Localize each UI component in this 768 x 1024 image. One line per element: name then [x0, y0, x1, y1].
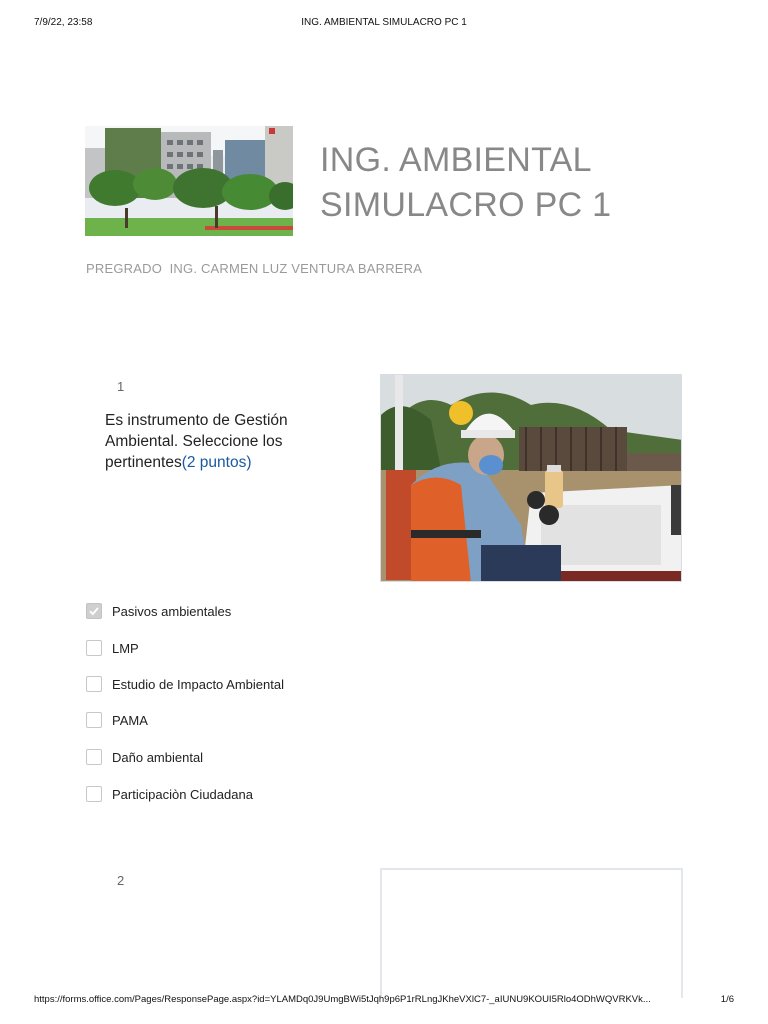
checkbox[interactable] — [86, 786, 102, 802]
question-1-number: 1 — [117, 379, 125, 394]
checkbox[interactable] — [86, 640, 102, 656]
option-label: Daño ambiental — [112, 749, 204, 765]
print-date: 7/9/22, 23:58 — [34, 17, 93, 28]
form-title-line2: SIMULACRO PC 1 — [320, 186, 612, 224]
option-pasivos-ambientales[interactable] — [86, 601, 231, 621]
option-estudio-impacto-ambiental[interactable] — [86, 674, 284, 694]
form-title — [320, 138, 700, 228]
form-title-line1: ING. AMBIENTAL — [320, 141, 592, 179]
question-1-image — [380, 374, 682, 582]
question-2-number: 2 — [117, 873, 125, 888]
option-label: Participaciòn Ciudadana — [112, 786, 253, 802]
option-label: LMP — [112, 640, 139, 656]
question-1-points: (2 puntos) — [181, 454, 252, 471]
checkbox[interactable] — [86, 749, 102, 765]
print-page-number: 1/6 — [720, 994, 734, 1005]
option-lmp[interactable] — [86, 638, 139, 658]
question-2-image — [380, 868, 683, 998]
checkbox[interactable] — [86, 676, 102, 692]
option-label: Estudio de Impacto Ambiental — [112, 676, 284, 692]
check-icon — [88, 605, 100, 617]
question-1-prompt: Es instrumento de Gestión Ambiental. Seleccione los pertinentes — [105, 412, 288, 471]
print-header — [0, 17, 768, 31]
option-participacion-ciudadana[interactable] — [86, 784, 253, 804]
question-1-text — [105, 410, 315, 473]
checkbox-checked[interactable] — [86, 603, 102, 619]
print-title: ING. AMBIENTAL SIMULACRO PC 1 — [301, 17, 467, 28]
option-label: PAMA — [112, 712, 148, 728]
form-subtitle: PREGRADO ING. CARMEN LUZ VENTURA BARRERA — [86, 261, 423, 276]
option-label: Pasivos ambientales — [112, 603, 232, 619]
banner-image — [85, 126, 293, 236]
checkbox[interactable] — [86, 712, 102, 728]
print-url: https://forms.office.com/Pages/ResponsePage.aspx?id=YLAMDq0J9UmgBWi5tJqh9p6P1rRLngJKheVXlC7-_aIUNU9KOUI5Rlo4ODhWQVRKVk... — [34, 994, 651, 1005]
print-footer — [0, 994, 768, 1008]
option-dano-ambiental[interactable] — [86, 747, 203, 767]
option-pama[interactable] — [86, 710, 148, 730]
